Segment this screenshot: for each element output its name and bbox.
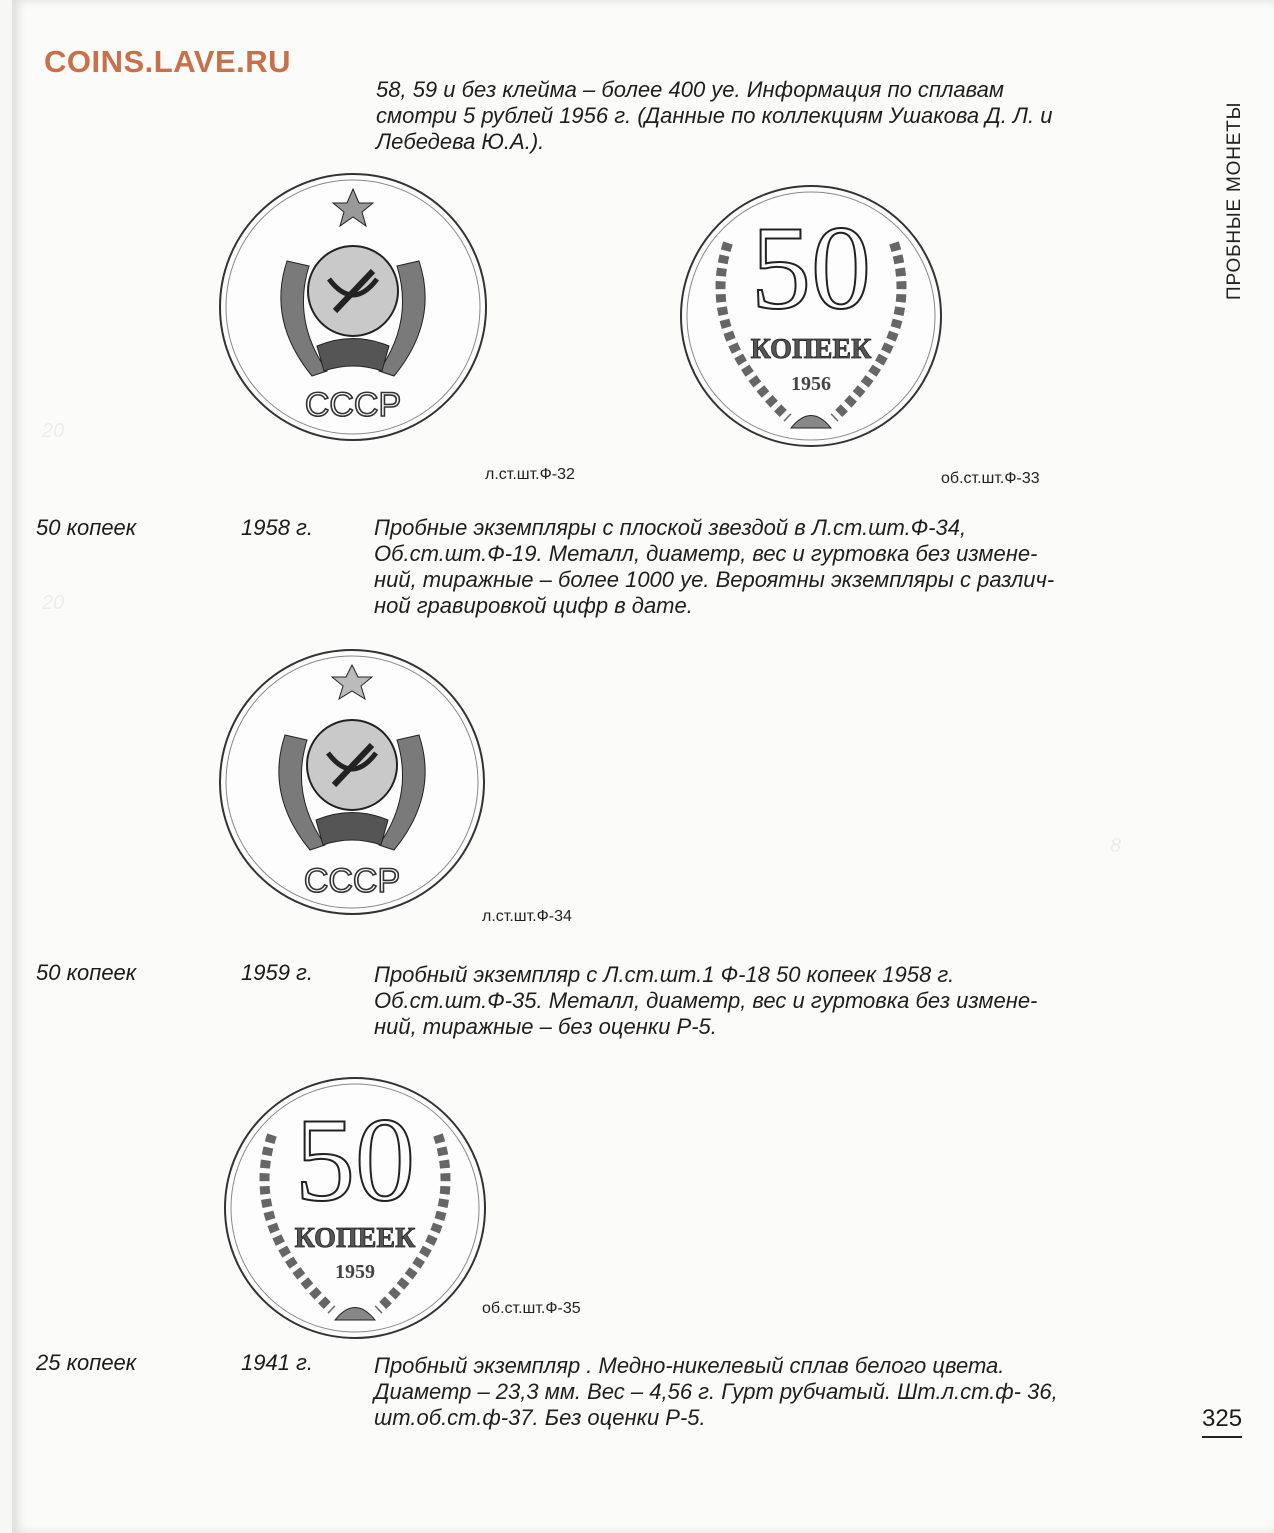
coin-reverse-f33-image (678, 183, 944, 449)
entry-denomination: 25 копеек (36, 1350, 137, 1375)
coin-reverse-f35-image (222, 1075, 488, 1341)
intro-paragraph: 58, 59 и без клейма – более 400 уе. Информация по сплавам смотри 5 рублей 1956 г. (Данные по коллекциям Ушакова Д. Л. и Лебедева Ю.А.). (376, 77, 1053, 154)
coin-denomination-word: КОПЕЕК (750, 334, 872, 365)
entry-description: Пробный экземпляр с Л.ст.шт.1 Ф-18 50 копеек 1958 г. Об.ст.шт.Ф-35. Металл, диаметр, вес и гуртовка без измене- ний, тиражные – без оценки Р-5. (374, 962, 1038, 1039)
bleed-through-text: 8 (1110, 835, 1122, 857)
figure-caption-f34: л.ст.шт.Ф-34 (482, 908, 572, 925)
coin-obverse-f34-image (217, 647, 487, 917)
figure-caption-f33: об.ст.шт.Ф-33 (941, 470, 1040, 487)
figure-caption-f32: л.ст.шт.Ф-32 (485, 466, 575, 483)
section-side-title: ПРОБНЫЕ МОНЕТЫ (1224, 101, 1245, 300)
entry-year: 1958 г. (241, 515, 314, 540)
bleed-through-text: 20 (42, 420, 65, 442)
entry-year: 1959 г. (241, 960, 314, 985)
coin-obverse-f32-image (217, 171, 489, 443)
coin-denomination-word: КОПЕЕК (294, 1223, 416, 1254)
entry-description: Пробный экземпляр . Медно-никелевый сплав белого цвета. Диаметр – 23,3 мм. Вес – 4,56 г. Гурт рубчатый. Шт.л.ст.ф- 36, шт.об.ст.ф-37. Без оценки Р-5. (374, 1353, 1058, 1430)
entry-description: Пробные экземпляры с плоской звездой в Л.ст.шт.Ф-34, Об.ст.шт.Ф-19. Металл, диаметр, вес и гуртовка без измене- ний, тиражные – более 1000 уе. Вероятны экземпляры с различ- ной гравировкой цифр в дате. (374, 515, 1055, 618)
entry-year: 1941 г. (241, 1350, 314, 1375)
entry-denomination: 50 копеек (36, 960, 137, 985)
coin-value: 50 (295, 1093, 415, 1226)
coin-year: 1959 (335, 1261, 375, 1283)
coin-obverse-text: СССР (304, 386, 402, 424)
bleed-through-text: 20 (42, 592, 65, 614)
coin-obverse-text: СССР (303, 862, 401, 900)
book-page (12, 0, 1274, 1533)
site-watermark: COINS.LAVE.RU (44, 44, 292, 79)
coin-year: 1956 (791, 373, 831, 395)
figure-caption-f35: об.ст.шт.Ф-35 (482, 1300, 581, 1317)
page-number: 325 (1202, 1405, 1242, 1438)
entry-denomination: 50 копеек (36, 515, 137, 540)
coin-value: 50 (751, 201, 871, 334)
